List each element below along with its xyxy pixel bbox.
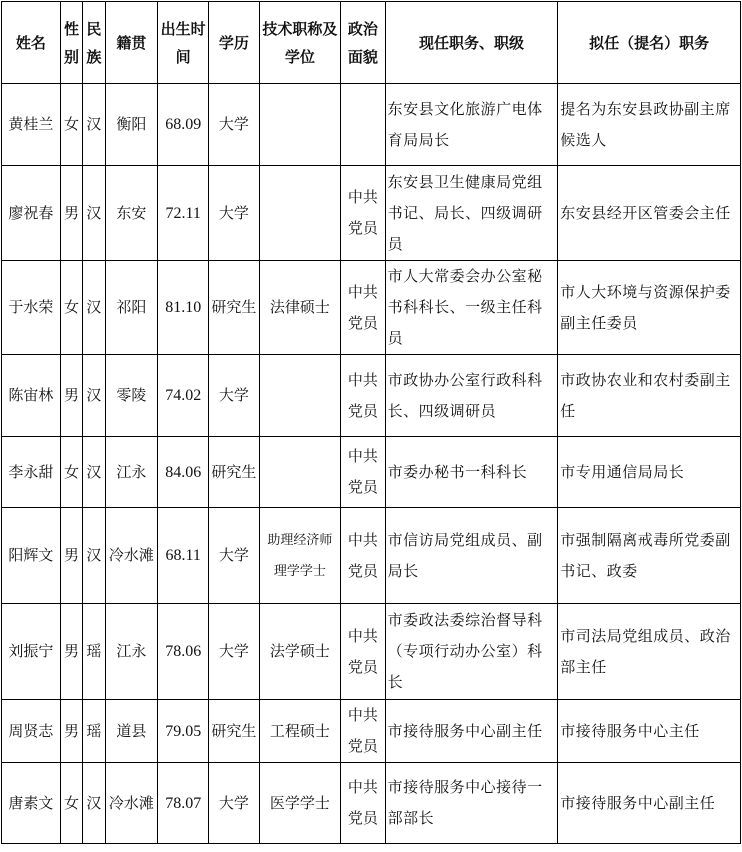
cell-title-degree: 助理经济师理学学士 — [259, 508, 340, 604]
cell-title-degree: 法律硕士 — [259, 261, 340, 355]
cell-education: 大学 — [209, 508, 260, 604]
cell-ethnicity: 汉 — [83, 763, 105, 844]
cell-current-position: 东安县文化旅游广电体育局局长 — [385, 84, 558, 166]
header-title-degree: 技术职称及学位 — [259, 2, 340, 84]
cell-birth: 68.11 — [158, 508, 209, 604]
cell-name: 唐素文 — [2, 763, 61, 844]
cell-birth: 81.10 — [158, 261, 209, 355]
cell-gender: 男 — [60, 700, 82, 763]
cell-ethnicity: 汉 — [83, 84, 105, 166]
cell-name: 李永甜 — [2, 437, 61, 508]
cell-proposed-position: 提名为东安县政协副主席候选人 — [558, 84, 741, 166]
cell-birth: 74.02 — [158, 355, 209, 437]
cell-native-place: 冷水滩 — [105, 763, 158, 844]
cell-native-place: 江永 — [105, 437, 158, 508]
cell-party: 中共党员 — [341, 604, 386, 700]
cell-party: 中共党员 — [341, 355, 386, 437]
cell-name: 于水荣 — [2, 261, 61, 355]
cell-party: 中共党员 — [341, 261, 386, 355]
header-party: 政治面貌 — [341, 2, 386, 84]
cell-gender: 男 — [60, 355, 82, 437]
cell-education: 大学 — [209, 604, 260, 700]
cell-name: 刘振宁 — [2, 604, 61, 700]
header-name: 姓名 — [2, 2, 61, 84]
cell-native-place: 祁阳 — [105, 261, 158, 355]
cell-party — [341, 84, 386, 166]
cell-ethnicity: 汉 — [83, 355, 105, 437]
header-gender: 性别 — [60, 2, 82, 84]
table-row — [2, 355, 741, 437]
cell-title-degree — [259, 84, 340, 166]
cell-ethnicity: 汉 — [83, 261, 105, 355]
cell-gender: 男 — [60, 508, 82, 604]
cell-education: 大学 — [209, 166, 260, 261]
cell-gender: 女 — [60, 261, 82, 355]
cell-education: 研究生 — [209, 700, 260, 763]
header-proposed-position: 拟任（提名）职务 — [558, 2, 741, 84]
cell-proposed-position: 市接待服务中心主任 — [558, 700, 741, 763]
cell-gender: 男 — [60, 166, 82, 261]
cell-name: 廖祝春 — [2, 166, 61, 261]
cell-name: 黄桂兰 — [2, 84, 61, 166]
cell-proposed-position: 市司法局党组成员、政治部主任 — [558, 604, 741, 700]
cell-title-degree: 医学学士 — [259, 763, 340, 844]
table-row — [2, 763, 741, 844]
header-birth: 出生时间 — [158, 2, 209, 84]
cell-birth: 68.09 — [158, 84, 209, 166]
cell-ethnicity: 汉 — [83, 166, 105, 261]
header-education: 学历 — [209, 2, 260, 84]
cell-gender: 女 — [60, 763, 82, 844]
table-row — [2, 84, 741, 166]
cell-proposed-position: 市政协农业和农村委副主任 — [558, 355, 741, 437]
cell-native-place: 东安 — [105, 166, 158, 261]
cell-native-place: 冷水滩 — [105, 508, 158, 604]
table-row — [2, 261, 741, 355]
cell-birth: 84.06 — [158, 437, 209, 508]
table-row — [2, 508, 741, 604]
cell-education: 大学 — [209, 84, 260, 166]
cell-proposed-position: 市接待服务中心副主任 — [558, 763, 741, 844]
header-ethnicity: 民族 — [83, 2, 105, 84]
cell-party: 中共党员 — [341, 700, 386, 763]
cell-ethnicity: 汉 — [83, 437, 105, 508]
cell-education: 大学 — [209, 763, 260, 844]
cell-party: 中共党员 — [341, 166, 386, 261]
cell-title-degree — [259, 166, 340, 261]
cell-current-position: 东安县卫生健康局党组书记、局长、四级调研员 — [385, 166, 558, 261]
cell-proposed-position: 市人大环境与资源保护委副主任委员 — [558, 261, 741, 355]
cell-native-place: 江永 — [105, 604, 158, 700]
cell-ethnicity: 瑶 — [83, 700, 105, 763]
cell-name: 周贤志 — [2, 700, 61, 763]
appointment-table — [1, 1, 741, 844]
cell-party: 中共党员 — [341, 508, 386, 604]
cell-current-position: 市政协办公室行政科科长、四级调研员 — [385, 355, 558, 437]
cell-name: 陈宙林 — [2, 355, 61, 437]
cell-proposed-position: 市专用通信局局长 — [558, 437, 741, 508]
cell-gender: 男 — [60, 604, 82, 700]
cell-title-degree — [259, 437, 340, 508]
header-native-place: 籍贯 — [105, 2, 158, 84]
cell-ethnicity: 汉 — [83, 508, 105, 604]
cell-current-position: 市接待服务中心接待一部部长 — [385, 763, 558, 844]
cell-current-position: 市接待服务中心副主任 — [385, 700, 558, 763]
cell-birth: 79.05 — [158, 700, 209, 763]
cell-proposed-position: 市强制隔离戒毒所党委副书记、政委 — [558, 508, 741, 604]
header-row — [2, 2, 741, 84]
cell-title-degree: 工程硕士 — [259, 700, 340, 763]
table-row — [2, 700, 741, 763]
cell-current-position: 市人大常委会办公室秘书科科长、一级主任科员 — [385, 261, 558, 355]
cell-name: 阳辉文 — [2, 508, 61, 604]
header-current-position: 现任职务、职级 — [385, 2, 558, 84]
cell-ethnicity: 瑶 — [83, 604, 105, 700]
cell-proposed-position: 东安县经开区管委会主任 — [558, 166, 741, 261]
cell-education: 大学 — [209, 355, 260, 437]
cell-party: 中共党员 — [341, 763, 386, 844]
cell-current-position: 市信访局党组成员、副局长 — [385, 508, 558, 604]
cell-native-place: 零陵 — [105, 355, 158, 437]
table-row — [2, 437, 741, 508]
cell-current-position: 市委办秘书一科科长 — [385, 437, 558, 508]
cell-education: 研究生 — [209, 437, 260, 508]
cell-current-position: 市委政法委综治督导科（专项行动办公室）科长 — [385, 604, 558, 700]
cell-title-degree: 法学硕士 — [259, 604, 340, 700]
cell-party: 中共党员 — [341, 437, 386, 508]
cell-native-place: 道县 — [105, 700, 158, 763]
table-row — [2, 166, 741, 261]
cell-gender: 女 — [60, 437, 82, 508]
table-row — [2, 604, 741, 700]
cell-birth: 78.07 — [158, 763, 209, 844]
cell-title-degree — [259, 355, 340, 437]
cell-birth: 78.06 — [158, 604, 209, 700]
cell-gender: 女 — [60, 84, 82, 166]
cell-education: 研究生 — [209, 261, 260, 355]
cell-birth: 72.11 — [158, 166, 209, 261]
cell-native-place: 衡阳 — [105, 84, 158, 166]
